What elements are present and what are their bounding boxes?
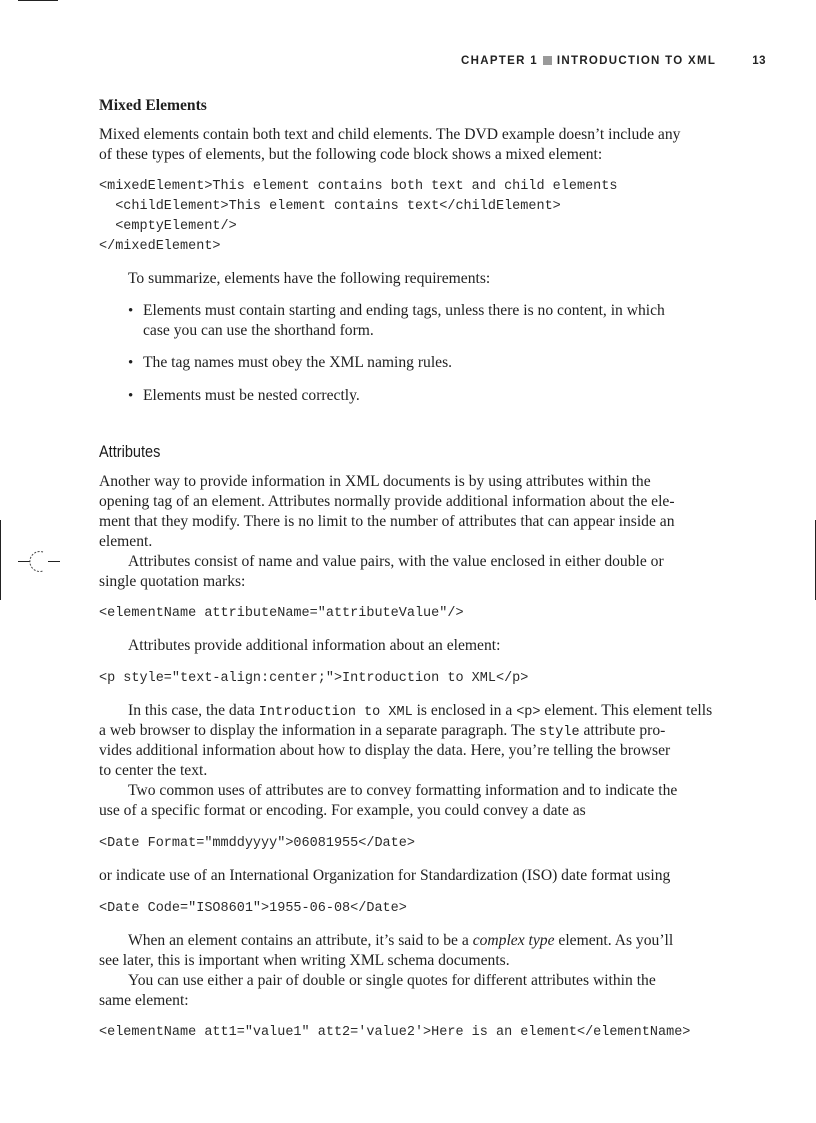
mixed-elements-heading: Mixed Elements	[99, 97, 207, 114]
code-line: </mixedElement>	[99, 239, 221, 254]
bullet-item-line: Elements must contain starting and ending tags, unless there is no content, in which	[143, 302, 665, 319]
mixed-intro-line-1: Mixed elements contain both text and child elements. The DVD example doesn’t include any	[99, 126, 681, 143]
text-run: element. This element tells	[540, 702, 713, 719]
text-run: a web browser to display the information in a separate paragraph. The	[99, 722, 540, 739]
paragraph-line: to center the text.	[99, 762, 208, 779]
registration-mark-icon	[27, 549, 51, 575]
paragraph-line: You can use either a pair of double or single quotes for different attributes within the	[128, 972, 656, 989]
paragraph-line: Attributes consist of name and value pairs, with the value enclosed in either double or	[128, 553, 664, 570]
emphasis-text: complex type	[472, 932, 555, 949]
bullet-icon: •	[128, 355, 134, 371]
paragraph-line: ment that they modify. There is no limit to the number of attributes that can appear inside an	[99, 513, 675, 530]
paragraph-line: Two common uses of attributes are to convey formatting information and to indicate the	[128, 782, 678, 799]
code-line: <elementName attributeName="attributeValue"/>	[99, 606, 464, 621]
text-run: attribute pro-	[579, 722, 666, 739]
code-line: <Date Format="mmddyyyy">06081955</Date>	[99, 836, 415, 851]
paragraph-line	[99, 721, 665, 743]
paragraph-line: vides additional information about how to display the data. Here, you’re telling the browser	[99, 742, 671, 759]
paragraph-line	[128, 931, 673, 951]
paragraph-line: opening tag of an element. Attributes normally provide additional information about the ele-	[99, 493, 675, 510]
chapter-title: INTRODUCTION TO XML	[556, 55, 717, 67]
code-line: <elementName att1="value1" att2='value2'>Here is an element</elementName>	[99, 1025, 691, 1040]
text-run: is enclosed in a	[412, 702, 517, 719]
text-run: In this case, the data	[128, 702, 259, 719]
paragraph-line	[128, 701, 712, 723]
inline-code: Introduction to XML	[258, 705, 413, 720]
code-line: <Date Code="ISO8601">1955-06-08</Date>	[99, 901, 407, 916]
bullet-item-line: The tag names must obey the XML naming rules.	[143, 354, 453, 371]
inline-code: <p>	[516, 705, 541, 720]
header-square-icon	[543, 56, 552, 65]
inline-code: style	[539, 725, 580, 740]
bullet-icon: •	[128, 303, 134, 319]
paragraph-line: same element:	[99, 992, 189, 1009]
page-number: 13	[752, 55, 766, 67]
mixed-intro-line-2: of these types of elements, but the following code block shows a mixed element:	[99, 146, 603, 163]
bullet-item-line: case you can use the shorthand form.	[143, 322, 374, 339]
paragraph-line: Attributes provide additional information about an element:	[128, 637, 501, 654]
code-line: <p style="text-align:center;">Introduction to XML</p>	[99, 671, 529, 686]
code-line: <childElement>This element contains text</childElement>	[99, 199, 561, 214]
bullet-item-line: Elements must be nested correctly.	[143, 387, 360, 404]
text-run: When an element contains an attribute, it’s said to be a	[128, 932, 473, 949]
summary-text: To summarize, elements have the following requirements:	[128, 270, 491, 287]
code-line: <emptyElement/>	[99, 219, 237, 234]
paragraph-line: Another way to provide information in XML documents is by using attributes within the	[99, 473, 651, 490]
paragraph-line: single quotation marks:	[99, 573, 246, 590]
chapter-label: CHAPTER 1	[461, 55, 538, 67]
paragraph-line: or indicate use of an International Organization for Standardization (ISO) date format using	[99, 867, 671, 884]
attributes-heading: Attributes	[99, 443, 161, 461]
crop-mark-left-vertical	[0, 520, 1, 600]
code-line: <mixedElement>This element contains both text and child elements	[99, 179, 618, 194]
paragraph-line: element.	[99, 533, 153, 550]
text-run: element. As you’ll	[554, 932, 674, 949]
crop-mark-top-left	[18, 0, 58, 1]
paragraph-line: see later, this is important when writing XML schema documents.	[99, 952, 510, 969]
bullet-icon: •	[128, 388, 134, 404]
paragraph-line: use of a specific format or encoding. For example, you could convey a date as	[99, 802, 586, 819]
running-header	[452, 43, 766, 67]
